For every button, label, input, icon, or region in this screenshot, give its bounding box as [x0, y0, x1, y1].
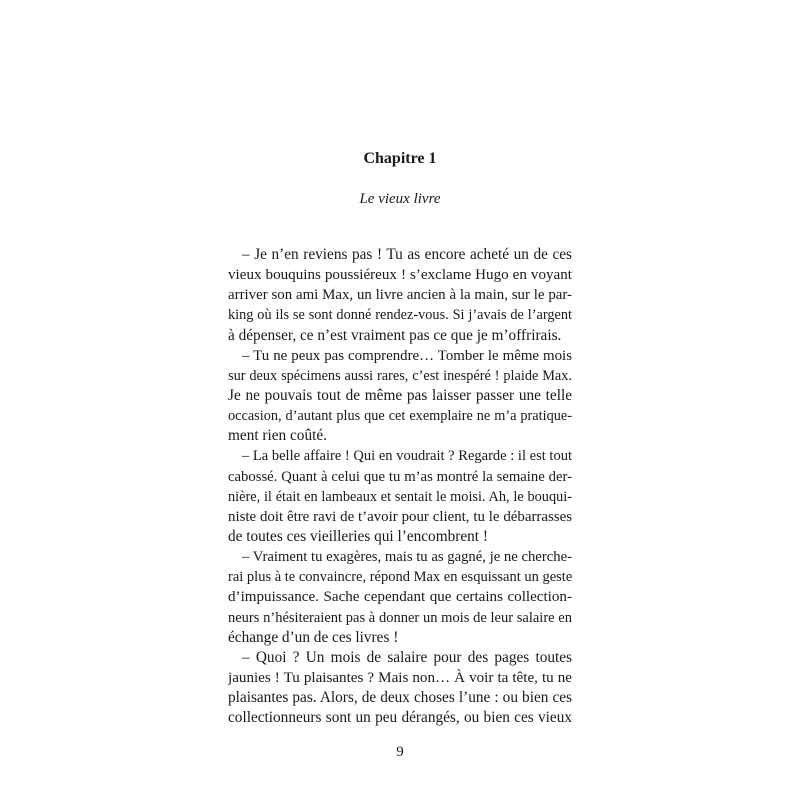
- text-line: – La belle affaire ! Qui en voudrait ? Regarde : il est tout: [242, 448, 572, 465]
- text-line: – Je n’en reviens pas ! Tu as encore acheté un de ces: [242, 246, 572, 263]
- text-line: – Vraiment tu exagères, mais tu as gagné, je ne cherche-: [242, 549, 572, 566]
- text-line: king où ils se sont donné rendez-vous. Si j’avais de l’argent: [228, 307, 572, 324]
- text-line: nière, il était en lambeaux et sentait le moisi. Ah, le bouqui-: [228, 488, 572, 505]
- text-line: niste doit être ravi de t’avoir pour client, tu le débarrasses: [228, 508, 572, 525]
- text-line: arriver son ami Max, un livre ancien à la main, sur le par-: [228, 287, 572, 304]
- text-line: plaisantes pas. Alors, de deux choses l’une : ou bien ces: [228, 689, 572, 707]
- page-number: 9: [396, 744, 404, 760]
- text-line: neurs n’hésiteraient pas à donner un mois de leur salaire en: [228, 609, 572, 626]
- text-line: ment rien coûté.: [228, 427, 327, 445]
- text-line: rai plus à te convaincre, répond Max en esquissant un geste: [228, 569, 572, 586]
- text-line: vieux bouquins poussiéreux ! s’exclame Hugo en voyant: [228, 267, 572, 284]
- text-line: cabossé. Quant à celui que tu m’as montré la semaine der-: [228, 468, 572, 485]
- text-line: jaunies ! Tu plaisantes ? Mais non… À voir ta tête, tu ne: [228, 669, 572, 686]
- text-line: – Quoi ? Un mois de salaire pour des pages toutes: [242, 648, 572, 666]
- text-line: échange d’un de ces livres !: [228, 628, 399, 646]
- text-line: de toutes ces vieilleries qui l’encombrent !: [228, 527, 488, 545]
- text-line: occasion, d’autant plus que cet exemplaire ne m’a pratique-: [228, 408, 572, 425]
- chapter-subtitle: Le vieux livre: [359, 191, 441, 207]
- text-line: – Tu ne peux pas comprendre… Tomber le même mois: [242, 347, 572, 364]
- chapter-title: Chapitre 1: [363, 150, 437, 167]
- text-line: d’impuissance. Sache cependant que certains collection-: [228, 589, 572, 606]
- text-line: collectionneurs sont un peu dérangés, ou bien ces vieux: [228, 709, 572, 727]
- body-text: [228, 245, 572, 728]
- text-line: à dépenser, ce n’est vraiment pas ce que je m’offrirais.: [228, 326, 562, 344]
- text-line: Je ne pouvais tout de même pas laisser passer une telle: [228, 386, 572, 404]
- text-line: sur deux spécimens aussi rares, c’est inespéré ! plaide Max.: [228, 367, 572, 384]
